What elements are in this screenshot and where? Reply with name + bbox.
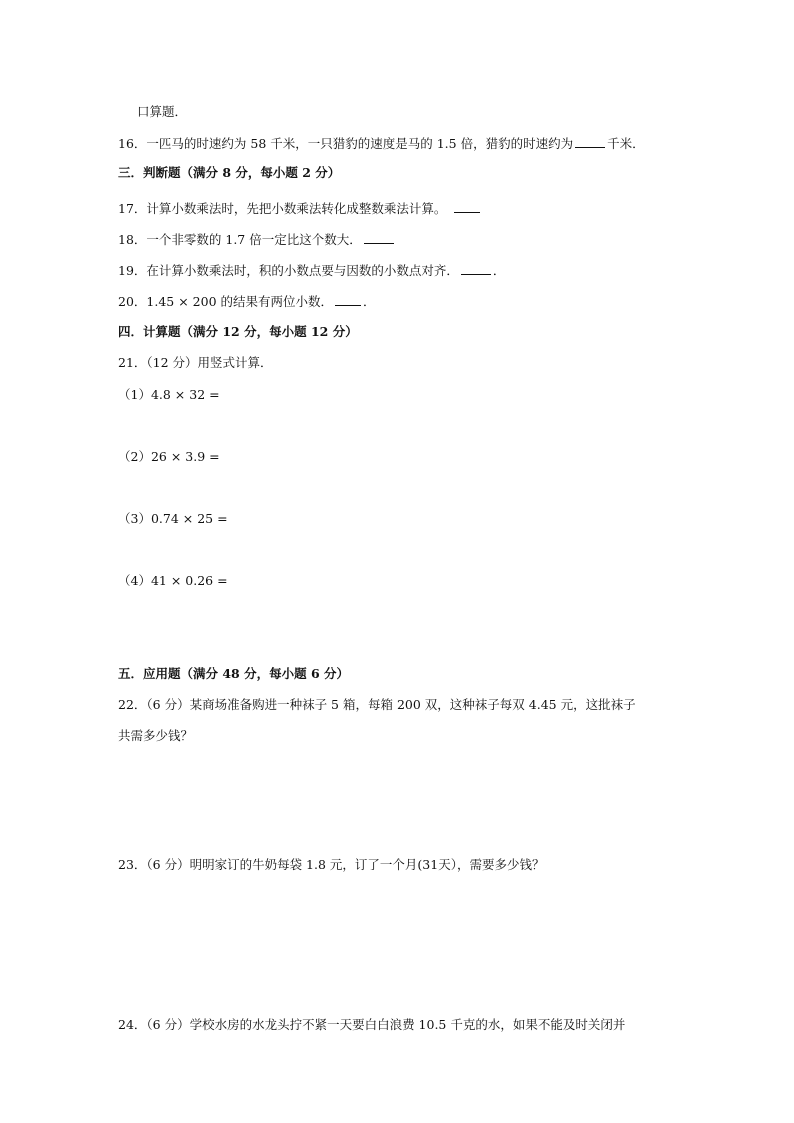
answer-blank[interactable] (461, 262, 491, 275)
question-18 (118, 231, 396, 248)
section-4-heading: 四．计算题（满分 12 分，每小题 12 分） (118, 324, 358, 339)
question-20 (118, 293, 376, 310)
question-16 (118, 135, 645, 152)
question-24: 24．（6 分）学校水房的水龙头拧不紧一天要白白浪费 10.5 千克的水，如果不能及时关闭并 (118, 1017, 626, 1032)
question-21-part-2: （2）26 × 3.9 = (118, 449, 220, 464)
question-16-unit: 千米． (607, 136, 645, 151)
question-19-end: ． (492, 263, 506, 278)
question-23: 23．（6 分）明明家订的牛奶每袋 1.8 元，订了一个月(31天），需要多少钱？ (118, 857, 545, 872)
question-21: 21．（12 分）用竖式计算． (118, 355, 273, 370)
question-21-part-3: （3）0.74 × 25 = (118, 511, 228, 526)
answer-blank[interactable] (575, 135, 605, 148)
question-17 (118, 200, 482, 217)
question-19-text: 19．在计算小数乘法时，积的小数点要与因数的小数点对齐． (118, 263, 459, 278)
question-16-text: 16．一匹马的时速约为 58 千米，一只猎豹的速度是马的 1.5 倍，猎豹的时速约为 (118, 136, 574, 151)
section-5-heading: 五．应用题（满分 48 分，每小题 6 分） (118, 666, 350, 681)
answer-blank[interactable] (364, 231, 394, 244)
question-21-part-1: （1）4.8 × 32 = (118, 387, 220, 402)
oral-calc-label: 口算题． (137, 104, 188, 119)
question-18-text: 18．一个非零数的 1.7 倍一定比这个数大． (118, 232, 362, 247)
question-22-line-2: 共需多少钱？ (118, 728, 194, 743)
question-21-part-4: （4）41 × 0.26 = (118, 573, 228, 588)
section-3-heading: 三．判断题（满分 8 分，每小题 2 分） (118, 165, 341, 180)
question-19 (118, 262, 505, 279)
answer-blank[interactable] (454, 200, 480, 213)
answer-blank[interactable] (335, 293, 361, 306)
question-17-text: 17．计算小数乘法时，先把小数乘法转化成整数乘法计算。 (118, 201, 447, 216)
question-20-end: ． (363, 294, 376, 309)
question-22-line-1: 22．（6 分）某商场准备购进一种袜子 5 箱，每箱 200 双，这种袜子每双 4.45 元，这批袜子 (118, 697, 636, 712)
question-20-text: 20．1.45 × 200 的结果有两位小数． (118, 294, 333, 309)
